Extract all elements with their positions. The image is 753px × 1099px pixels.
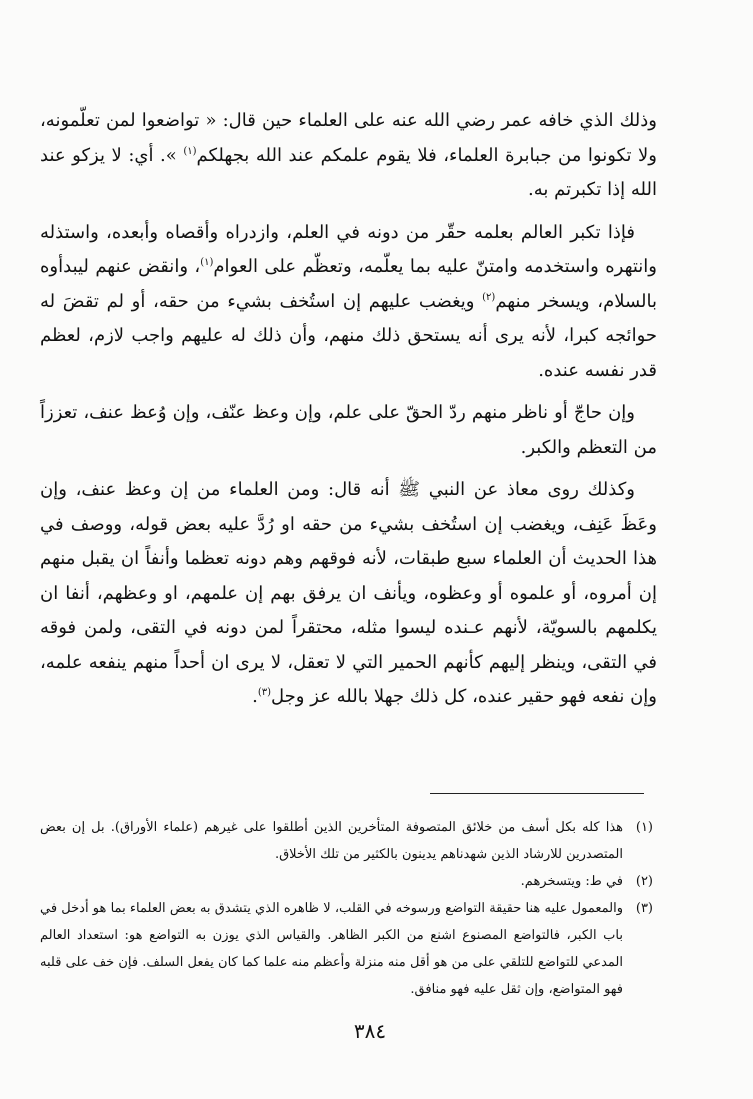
footnote-1 (40, 814, 653, 868)
main-text (40, 104, 657, 723)
footnote-text: في ط: ويتسخرهم. (520, 874, 623, 889)
footnote-3 (40, 895, 653, 1003)
footnote-2 (40, 868, 653, 895)
footnote-ref-1: (١) (183, 145, 197, 157)
paragraph-1: وذلك الذي خافه عمر رضي الله عنه على العلماء حين قال: « تواضعوا لمن تعلّمونه، ولا تكونوا من جبابرة العلماء، فلا يقوم علمكم عند الله بجهلكم$^{(١)}$ ». أي: لا يزكو عند الله إذا تكبرتم به. (40, 110, 657, 200)
paragraph-3: وإن حاجّ أو ناظر منهم ردّ الحقّ على علم، وإن وعظ عنّف، وإن وُعظ عنف، تعززاً من التعظم والكبر. (40, 402, 657, 458)
footnote-text: والمعمول عليه هنا حقيقة التواضع ورسوخه في القلب، لا ظاهره الذي يتشدق به بعض العلماء بما هو أدخل في باب الكبر، فالتواضع المصنوع اشنع من الكبر الظاهر. والقياس الذي يوزن به التواضع هو: استعداد العالم المدعي للتواضع للتلقي على من هو أقل منه منزلة وأعظم منه علما كما كان يفعل السلف. فإن خف على قلبه فهو المتواضع، وإن ثقل عليه فهو منافق. (40, 901, 623, 997)
page-number: ٣٨٤ (353, 1019, 387, 1043)
footnote-ref-1b: (١) (200, 257, 214, 268)
footnote-text: هذا كله بكل أسف من خلائق المتصوفة المتأخرين الذين أطلقوا على غيرهم (علماء الأوراق). بل إن بعض المتصدرين للارشاد الذين شهدناهم يدينون بالكثير من تلك الأخلاق. (40, 820, 623, 862)
footnote-number: (١) (635, 820, 653, 835)
footnotes (40, 814, 653, 1003)
footnote-divider (430, 793, 644, 794)
paragraph-4: وكذلك روى معاذ عن النبي ﷺ أنه قال: ومن العلماء من إن وعظ عنف، وإن وعَظَ عَنِف، ويغضب إن استُخف بشيء من حقه او رُدَّ عليه بعض قوله، ووصف في هذا الحديث أن العلماء سبع طبقات، لأنه فوقهم وهم دونه تعظما وأنفاً ان يقبل منهم إن أمروه، أو علموه أو وعظوه، ويأنف ان يرفق بهم إن علمهم، او وعظهم، أنفا ان يكلمهم بالسويّة، لأنهم عـنده ليسوا مثله، محتقراً لمن دونه في التقى، ولمن فوقه في التقى، وينظر إليهم كأنهم الحمير التي لا تعقل، لا يرى ان أحداً منهم ينفعه علمه، وإن نفعه فهو حقير عنده، كل ذلك جهلا بالله عز وجل$^{(٣)}$. (40, 479, 657, 707)
footnote-number: (٢) (635, 874, 653, 889)
footnote-number: (٣) (635, 901, 653, 916)
footnote-ref-2: (٢) (482, 291, 496, 303)
paragraph-2: فإذا تكبر العالم بعلمه حقّر من دونه في العلم، وازدراه وأقصاه وأبعده، واستذله وانتهره واستخدمه وامتنّ عليه بما يعلّمه، وتعظّم على العوام$^{(١)}$، وانقض عنهم ليبدأوه بالسلام، ويسخر منهم$^{(٢)}$ ويغضب عليهم إن استُخف بشيء من حقه، أو لم تقضَ له حوائجه كبرا، لأنه يرى أنه يستحق ذلك منهم، وأن ذلك له عليهم واجب لازم، لعظم قدر نفسه عنده. (40, 221, 657, 381)
footnote-ref-3: (٣) (257, 687, 272, 698)
